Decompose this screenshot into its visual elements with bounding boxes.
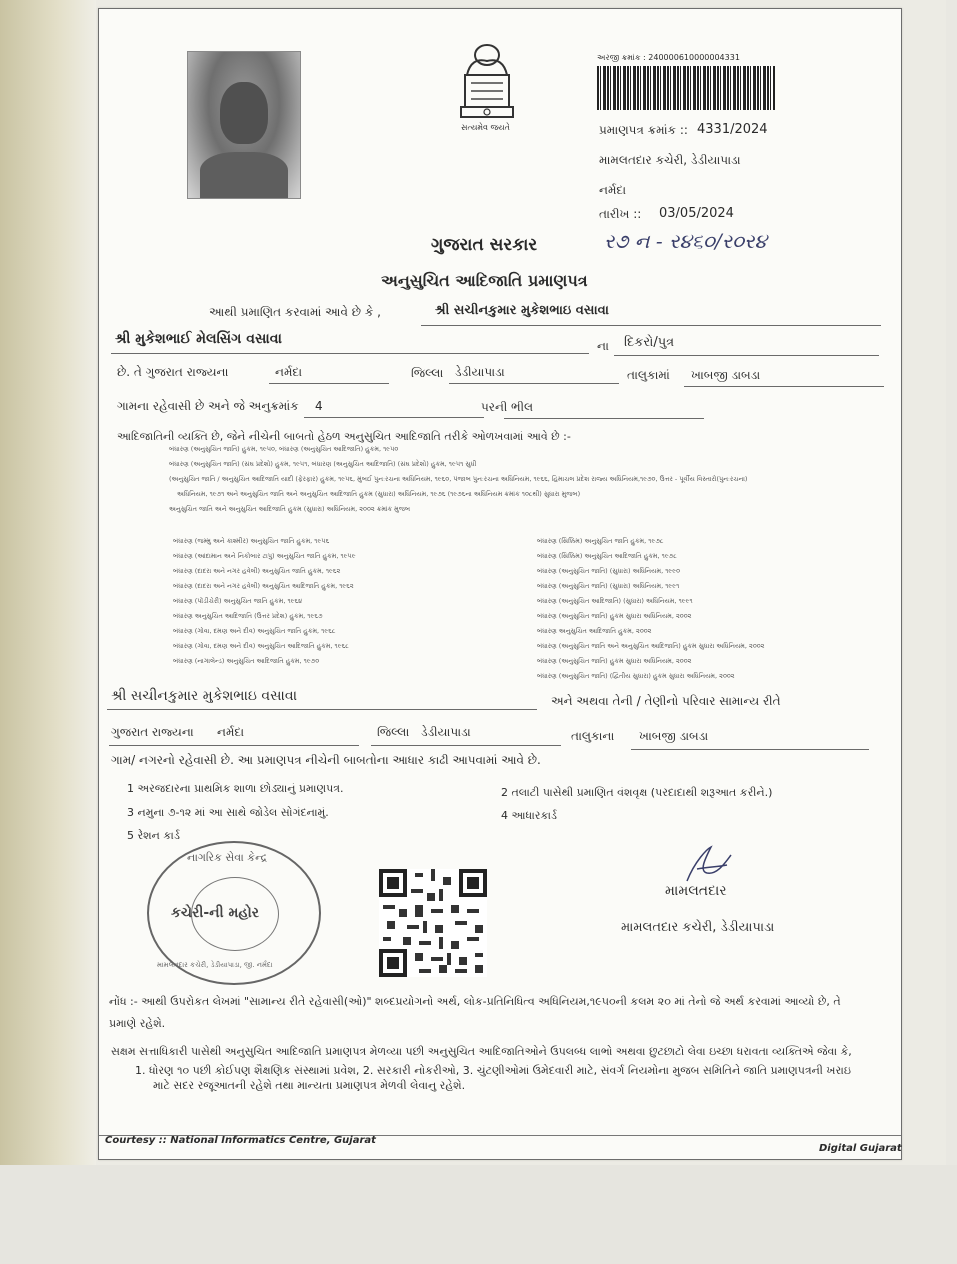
signatory-title: મામલતદાર bbox=[665, 883, 727, 899]
relation-suffix: ના bbox=[597, 339, 609, 353]
verification-qr-code-icon bbox=[379, 869, 487, 977]
order-item: બંધારણ (પોંડીચેરી) અનુસુચિત જાતિ હુકમ, ૧૯૬૪ bbox=[173, 597, 303, 605]
order-item: બંધારણ (સિક્કિમ) અનુસુચિત આદિજાતિ હુકમ, ૧૯૭૮ bbox=[537, 552, 677, 560]
certificate-number-label: પ્રમાણપત્ર ક્રમાંક :: bbox=[599, 123, 688, 137]
fine-print-line: બંધારણ (અનુસુચિત જાતિ) (સંઘ પ્રદેશો) હુકમ, ૧૯૫૧, બંધારણ (અનુસુચિત આદિજાતિ) (સંઘ પ્રદેશો) હુકમ, ૧૯૫૧ સુધી bbox=[169, 460, 477, 468]
district-label-2: જિલ્લા bbox=[377, 725, 410, 739]
taluka-label-2: તાલુકાના bbox=[571, 729, 615, 743]
order-item: બંધારણ (ગોવા, દમણ અને દીવ) અનુસુચિત જાતિ હુકમ, ૧૯૬૮ bbox=[173, 627, 336, 635]
handwritten-reference: ર૭ ન - ર૪૬૦/ર૦ર૪ bbox=[604, 229, 767, 253]
document-item: 3 નમુના ૭-૧૨ માં આ સાથે જોડેલ સોગંદનામું. bbox=[127, 806, 329, 819]
order-item: બંધારણ (ગોવા, દમણ અને દીવ) અનુસુચિત આદિજાતિ હુકમ, ૧૯૬૮ bbox=[173, 642, 349, 650]
courtesy-footer: Courtesy :: National Informatics Centre, Gujarat bbox=[105, 1135, 376, 1146]
order-item: બંધારણ (દાદરા અને નગર હવેલી) અનુસુચિત આદિજાતિ હુકમ, ૧૯૬૨ bbox=[173, 582, 354, 590]
background-fabric-left bbox=[0, 0, 96, 1264]
document-item: 2 તલાટી પાસેથી પ્રમાણિત વંશવૃક્ષ (પરદાદાથી શરૂઆત કરીને.) bbox=[501, 786, 773, 799]
order-item: બંધારણ (જમ્મુ અને કાશ્મીર) અનુસુચિત જાતિ હુકમ, ૧૯૫૬ bbox=[173, 537, 330, 545]
order-item: બંધારણ (અનુસુચિત આદિજાતિ) (સુધારા) અધિનિયમ, ૧૯૯૧ bbox=[537, 597, 693, 605]
issuer-office: મામલતદાર કચેરી, ડેડીયાપાડા bbox=[599, 153, 741, 167]
application-barcode bbox=[597, 66, 775, 110]
background-bottom bbox=[0, 1165, 957, 1264]
background-right bbox=[946, 0, 957, 1264]
pr-label: પરની bbox=[481, 400, 508, 414]
father-name: શ્રી મુકેશભાઈ મેલસિંગ વસાવા bbox=[115, 331, 282, 347]
date-label: તારીખ :: bbox=[599, 207, 642, 221]
note-line: 1. ધોરણ ૧૦ પછી કોઈપણ શૈક્ષણિક સંસ્થામાં પ્રવેશ, 2. સરકારી નોકરીઓ, 3. ચુંટણીઓમાં ઉમેદવારી માટે, સંવર્ગ નિયમોના મુજબ સમિતિને જાતિ પ્રમાણપત્રની ખરાઇ bbox=[135, 1064, 851, 1077]
order-item: બંધારણ (અનુસુચિત જાતિ) (સુધારા) અધિનિયમ, ૧૯૯૧ bbox=[537, 582, 680, 590]
relation-value: દિકરો/પુત્ર bbox=[624, 335, 675, 350]
order-item: બંધારણ (નાગાલેન્ડ) અનુસુચિત આદિજાતિ હુકમ, ૧૯૭૦ bbox=[173, 657, 320, 665]
state-label-2: ગુજરાત રાજ્યના bbox=[111, 725, 194, 739]
fine-print-line: અનુસુચિત જાતિ અને અનુસુચિત આદિજાતિ હુકમ (સુધારા) અધિનિયમ, ૨૦૦૨ ક્રમાંક મુજબ bbox=[169, 505, 411, 513]
order-item: બંધારણ (સિક્કિમ) અનુસુચિત જાતિ હુકમ, ૧૯૭૮ bbox=[537, 537, 664, 545]
tribe-value: ભીલ bbox=[511, 400, 534, 414]
district-label: જિલ્લા bbox=[411, 366, 444, 380]
note-line: સક્ષમ સત્તાધિકારી પાસેથી અનુસુચિત આદિજાતિ પ્રમાણપત્ર મેળવ્યા પછી અનુસુચિત આદિજાતિઓને ઉપલબ્ધ લાભો અથવા છુટછાટો લેવા ઇચ્છા ધરાવતા વ્યક્તિએ જેવા કે, bbox=[111, 1045, 852, 1058]
tribe-recognition-text: આદિજાતિની વ્યક્તિ છે, જેને નીચેની બાબતો હેઠળ અનુસુચિત આદિજાતિ તરીકે ઓળખવામાં આવે છે :- bbox=[117, 430, 571, 443]
signatory-office: મામલતદાર કચેરી, ડેડીયાપાડા bbox=[621, 920, 775, 935]
order-item: બંધારણ (અનુસુચિત જાતિ) (સુધારા) અધિનિયમ, ૧૯૯૦ bbox=[537, 567, 680, 575]
fine-print-line: (અનુસુચિત જાતિ / અનુસુચિત આદિજાતિ યાદી (ફેરફાર) હુકમ, ૧૯૫૬, મુંબઈ પુનઃરચના અધિનિયમ, ૧૯૬૦, પંજાબ પુનઃરચના અધિનિયમ, ૧૯૬૬, હિમાચલ પ્રદેશ રાજ્ય અધિનિયમ,૧૯૭૦, ઉત્તર - પૂર્વીય વિસ્તારો(પુનઃરચના) bbox=[169, 475, 748, 483]
note-line: નોંધ :- આથી ઉપરોકત લેખમાં "સામાન્ય રીતે રહેવાસી(ઓ)" શબ્દપ્રયોગનો અર્થ, લોક-પ્રતિનિધિત્વ અધિનિયમ,૧૯૫૦ની કલમ ૨૦ માં તેનો જે અર્થ કરવામાં આવ્યો છે, તે bbox=[109, 995, 841, 1008]
district-value-2: ડેડીયાપાડા bbox=[421, 725, 471, 739]
order-item: બંધારણ અનુસુચિત આદિજાતિ (ઉત્તર પ્રદેશ) હુકમ, ૧૯૬૭ bbox=[173, 612, 323, 620]
certificate-page bbox=[98, 8, 902, 1160]
order-item: બંધારણ (આંદામાન અને નિકોબાર ટાપુ) અનુસુચિત જાતિ હુકમ, ૧૯૫૯ bbox=[173, 552, 356, 560]
signature-icon bbox=[677, 841, 737, 889]
order-item: બંધારણ (અનુસુચિત જાતિ અને અનુસુચિત આદિજાતિ) હુકમ સુધારા અધિનિયમ, ૨૦૦૨ bbox=[537, 642, 765, 650]
barcode-caption: અરજી ક્રમાંક : 240000610000004331 bbox=[597, 53, 740, 62]
applicant-name: શ્રી સચીનકુમાર મુકેશભાઇ વસાવા bbox=[435, 303, 609, 318]
applicant-name-repeat: શ્રી સચીનકુમાર મુકેશભાઇ વસાવા bbox=[111, 688, 298, 704]
state-label: છે. તે ગુજરાત રાજ્યના bbox=[117, 365, 229, 379]
government-title: ગુજરાત સરકાર bbox=[431, 235, 538, 255]
issue-date: 03/05/2024 bbox=[659, 206, 734, 221]
serial-number: 4 bbox=[315, 399, 323, 413]
taluka-label: તાલુકામાં bbox=[627, 368, 670, 382]
certificate-title: અનુસુચિત આદિજાતિ પ્રમાણપત્ર bbox=[381, 271, 588, 290]
order-item: બંધારણ અનુસુચિત આદિજાતિ હુકમ, ૨૦૦૨ bbox=[537, 627, 652, 635]
state-district: નર્મદા bbox=[275, 365, 303, 379]
document-item: 1 અરજદારના પ્રાથમિક શાળા છોડ્યાનું પ્રમાણપત્ર. bbox=[127, 782, 344, 795]
note-line: પ્રમાણે રહેશે. bbox=[109, 1017, 166, 1030]
order-item: બંધારણ (અનુસુચિત જાતિ) હુકમ સુધારા અધિનિયમ, ૨૦૦૨ bbox=[537, 612, 692, 620]
village-value-2: ખાબજી ડાબડા bbox=[639, 729, 709, 743]
family-text: અને અથવા તેની / તેણીનો પરિવાર સામાન્ય રીતે bbox=[551, 694, 781, 708]
order-item: બંધારણ (દાદરા અને નગર હવેલી) અનુસુચિત જાતિ હુકમ, ૧૯૬૨ bbox=[173, 567, 341, 575]
document-item: 5 રેશન કાર્ડ bbox=[127, 829, 180, 842]
digital-gujarat-brand: Digital Gujarat bbox=[819, 1143, 902, 1154]
basis-text: ગામ/ નગરનો રહેવાસી છે. આ પ્રમાણપત્ર નીચેની બાબતોના આધાર કાઢી આપવામાં આવે છે. bbox=[111, 753, 541, 767]
intro-text: આથી પ્રમાણિત કરવામાં આવે છે કે , bbox=[209, 305, 381, 319]
fine-print-line: અધિનિયમ, ૧૯૭૧ અને અનુસુચિત જાતિ અને અનુસુચિત આદિજાતિ હુકમ (સુધારા) અધિનિયમ, ૧૯૭૬ (૧૯૭૬ના અધિનિયમ ક્રમાંક ૧૦૮થી) સુધારા મુજબ) bbox=[177, 490, 581, 498]
certificate-number: 4331/2024 bbox=[697, 122, 768, 137]
office-seal-stamp: નાગરિક સેવા કેન્દ્ર કચેરી-ની મહોર મામલતદાર કચેરી, ડેડીયાપાડા, જી. નર્મદા bbox=[147, 841, 321, 985]
resident-label: ગામના રહેવાસી છે અને જે અનુક્રમાંક bbox=[117, 399, 299, 413]
state-district-2: નર્મદા bbox=[217, 725, 245, 739]
fine-print-line: બંધારણ (અનુસુચિત જાતિ) હુકમ, ૧૯૫૦, બંધારણ (અનુસુચિત આદિજાતિ) હુકમ, ૧૯૫૦ bbox=[169, 445, 399, 453]
district-header: નર્મદા bbox=[599, 183, 627, 197]
note-line: માટે સદર રજૂઆતની રહેશે તથા માન્યતા પ્રમાણપત્ર મેળવી લેવાનુ રહેશે. bbox=[153, 1079, 466, 1092]
order-item: બંધારણ (અનુસુચિત જાતિ) (દ્વિતીય સુધારા) હુકમ સુધારા અધિનિયમ, ૨૦૦૨ bbox=[537, 672, 735, 680]
document-item: 4 આધારકાર્ડ bbox=[501, 809, 557, 822]
district-value: ડેડીયાપાડા bbox=[455, 365, 505, 379]
emblem-caption: સત્યમેવ જયતે bbox=[461, 123, 510, 132]
applicant-photo bbox=[187, 51, 301, 199]
village-value: ખાબજી ડાબડા bbox=[691, 368, 761, 382]
order-item: બંધારણ (અનુસુચિત જાતિ) હુકમ સુધારા અધિનિયમ, ૨૦૦૨ bbox=[537, 657, 692, 665]
